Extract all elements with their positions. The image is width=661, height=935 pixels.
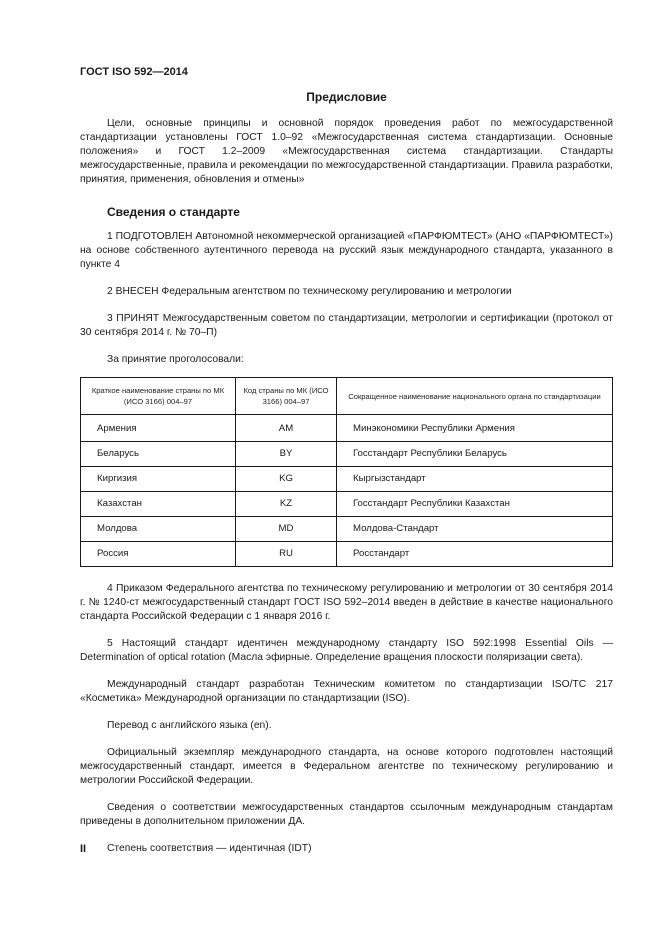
cell-code: RU [236,542,337,567]
intro-paragraph: Цели, основные принципы и основной порядок проведения работ по межгосударственной стандартизации установлены ГОСТ 1.0–92 «Межгосударственная система стандартизации. Основные положения» и ГОСТ 1.2–2009 «Межгосударственная система стандартизации. Стандарты межгосударственные, правила и рекомендации по межгосударственной стандартизации. Правила разработки, принятия, применения, обновления и отмены» [80,118,613,185]
cell-country: Молдова [81,517,236,542]
page-title: Предисловие [306,90,387,104]
voting-intro: За принятие проголосовали: [107,354,244,365]
cell-body: Кыргызстандарт [337,467,613,492]
cell-code: KZ [236,492,337,517]
item-5-paragraph: 5 Настоящий стандарт идентичен международному стандарту ISO 592:1998 Essential Oils — Determination of optical rotation (Масла эфирные. Определение вращения плоскости поляризации света). [80,638,613,663]
page-number: II [80,843,87,855]
cell-body: Госстандарт Республики Казахстан [337,492,613,517]
table-header-row [81,378,613,415]
header-country-code: Код страны по МК (ИСО 3166) 004–97 [236,378,337,415]
cell-code: AM [236,415,337,442]
official-copy-paragraph: Официальный экземпляр международного стандарта, на основе которого подготовлен настоящий межгосударственный стандарт, имеется в Федеральном агентстве по техническому регулированию и метрологии Российской Федерации. [80,747,613,786]
cell-body: Росстандарт [337,542,613,567]
item-2-paragraph: 2 ВНЕСЕН Федеральным агентством по техническому регулированию и метрологии [107,286,512,297]
cell-code: MD [236,517,337,542]
table-row [81,442,613,467]
table-row [81,542,613,567]
item-1-paragraph: 1 ПОДГОТОВЛЕН Автономной некоммерческой организацией «ПАРФЮМТЕСТ» (АНО «ПАРФЮМТЕСТ») на основе собственного аутентичного перевода на русский язык международного стандарта, указанного в пункте 4 [80,231,613,270]
translation-paragraph: Перевод с английского языка (en). [107,720,272,731]
table-row [81,467,613,492]
section-heading: Сведения о стандарте [107,205,240,219]
cell-body: Госстандарт Республики Беларусь [337,442,613,467]
item-3-paragraph: 3 ПРИНЯТ Межгосударственным советом по стандартизации, метрологии и сертификации (протокол от 30 сентября 2014 г. № 70–П) [80,313,613,338]
cell-country: Киргизия [81,467,236,492]
conformity-info-paragraph: Сведения о соответствии межгосударственных стандартов ссылочным международным стандартам приведены в дополнительном приложении ДА. [80,802,613,827]
header-standards-body: Сокращенное наименование национального органа по стандартизации [337,378,613,415]
document-body [80,90,613,869]
conformity-degree-paragraph: Степень соответствия — идентичная (IDT) [107,843,312,854]
developer-paragraph: Международный стандарт разработан Техническим комитетом по стандартизации ISO/TC 217 «Косметика» Международной организации по стандартизации (ISO). [80,679,613,704]
table-row [81,517,613,542]
cell-country: Армения [81,415,236,442]
page-header: ГОСТ ISO 592—2014 [80,66,188,78]
cell-country: Казахстан [81,492,236,517]
cell-code: BY [236,442,337,467]
header-country-name: Краткое наименование страны по МК (ИСО 3166) 004–97 [81,378,236,415]
table-row [81,415,613,442]
table-row [81,492,613,517]
cell-body: Молдова-Стандарт [337,517,613,542]
cell-country: Беларусь [81,442,236,467]
cell-code: KG [236,467,337,492]
item-4-paragraph: 4 Приказом Федерального агентства по техническому регулированию и метрологии от 30 сентября 2014 г. № 1240-ст межгосударственный стандарт ГОСТ ISO 592–2014 введен в действие в качестве национального стандарта Российской Федерации с 1 января 2016 г. [80,583,613,622]
cell-body: Минэкономики Республики Армения [337,415,613,442]
voting-table [80,377,613,567]
cell-country: Россия [81,542,236,567]
